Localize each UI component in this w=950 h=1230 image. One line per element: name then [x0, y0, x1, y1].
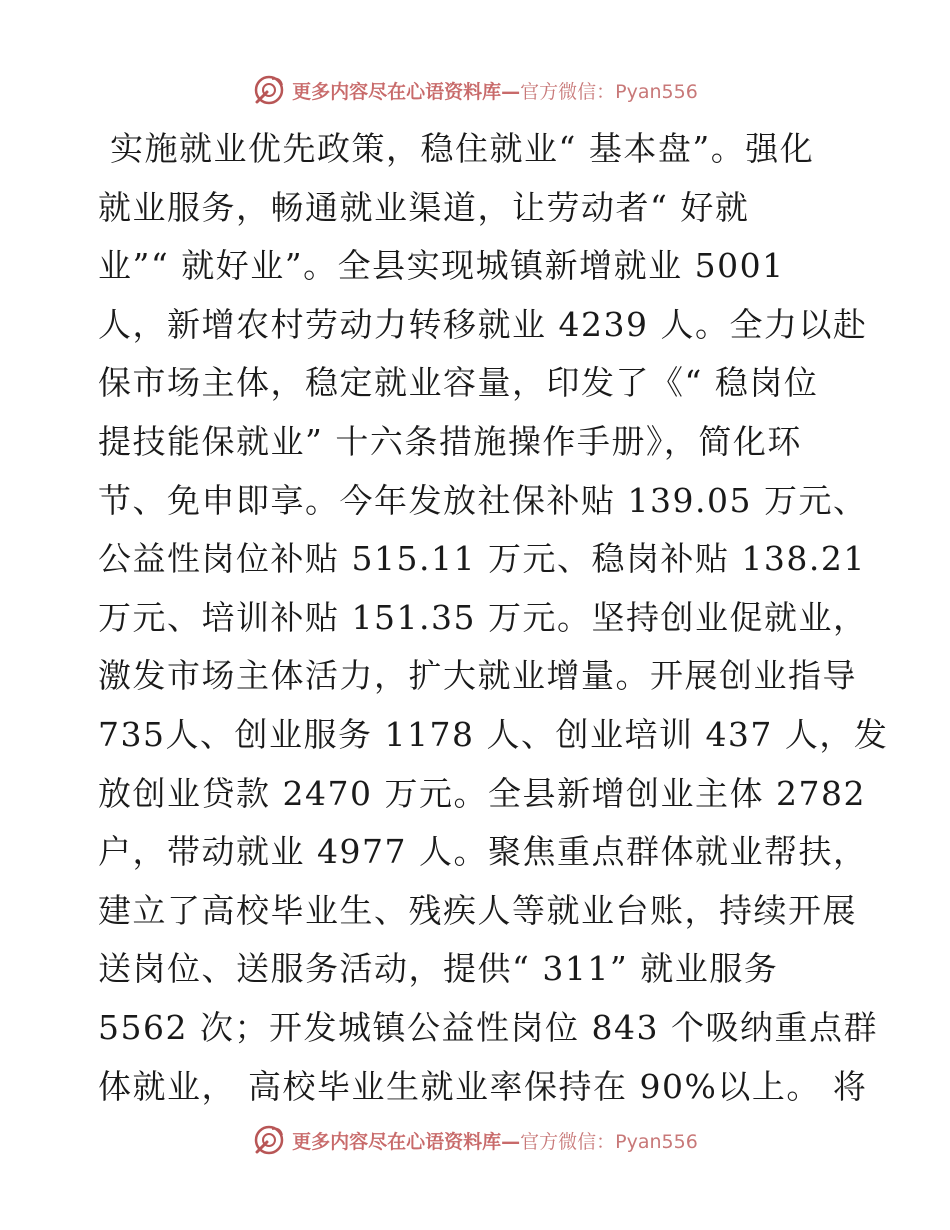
watermark-brand: 更多内容尽在心语资料库	[292, 1130, 502, 1153]
paragraph-line: 实施就业优先政策，稳住就业“ 基本盘”。强化	[98, 129, 815, 168]
paragraph-line: 户，带动就业 4977 人。聚焦重点群体就业帮扶，	[98, 832, 868, 872]
watermark-contact: 官方微信：Pyan556	[520, 80, 698, 103]
paragraph-line: 5562 次；开发城镇公益性岗位 843 个吸纳重点群	[98, 1007, 878, 1047]
paragraph-line: 激发市场主体活力，扩大就业增量。开展创业指导	[98, 656, 857, 696]
paragraph-line: 体就业， 高校毕业生就业率保持在 90%以上。 将	[98, 1066, 868, 1106]
paragraph-line: 放创业贷款 2470 万元。全县新增创业主体 2782	[98, 773, 866, 813]
paragraph-line: 业”“ 就好业”。全县实现城镇新增就业 5001	[98, 246, 785, 286]
watermark-dash: —	[501, 80, 521, 103]
pen-logo-icon	[252, 1123, 286, 1157]
watermark-brand: 更多内容尽在心语资料库	[292, 80, 502, 103]
watermark-dash: —	[501, 1130, 521, 1153]
body-paragraph	[98, 120, 898, 1116]
paragraph-line: 公益性岗位补贴 515.11 万元、稳岗补贴 138.21	[98, 539, 866, 579]
watermark-footer	[0, 1120, 950, 1160]
paragraph-line: 节、免申即享。今年发放社保补贴 139.05 万元、	[98, 480, 868, 520]
paragraph-line: 提技能保就业” 十六条措施操作手册》，简化环	[98, 421, 802, 461]
paragraph-line: 保市场主体，稳定就业容量，印发了《“ 稳岗位	[98, 363, 819, 403]
paragraph-line: 735人、创业服务 1178 人、创业培训 437 人，发	[98, 714, 889, 754]
paragraph-line: 就业服务，畅通就业渠道，让劳动者“ 好就	[98, 187, 750, 227]
watermark-header	[0, 70, 950, 110]
paragraph-line: 建立了高校毕业生、残疾人等就业台账，持续开展	[98, 890, 857, 930]
watermark-contact: 官方微信：Pyan556	[520, 1130, 698, 1153]
paragraph-line: 人，新增农村劳动力转移就业 4239 人。全力以赴	[98, 304, 868, 344]
paragraph-line: 万元、培训补贴 151.35 万元。坚持创业促就业，	[98, 597, 868, 637]
paragraph-line: 送岗位、送服务活动，提供“ 311” 就业服务	[98, 949, 779, 989]
pen-logo-icon	[252, 73, 286, 107]
